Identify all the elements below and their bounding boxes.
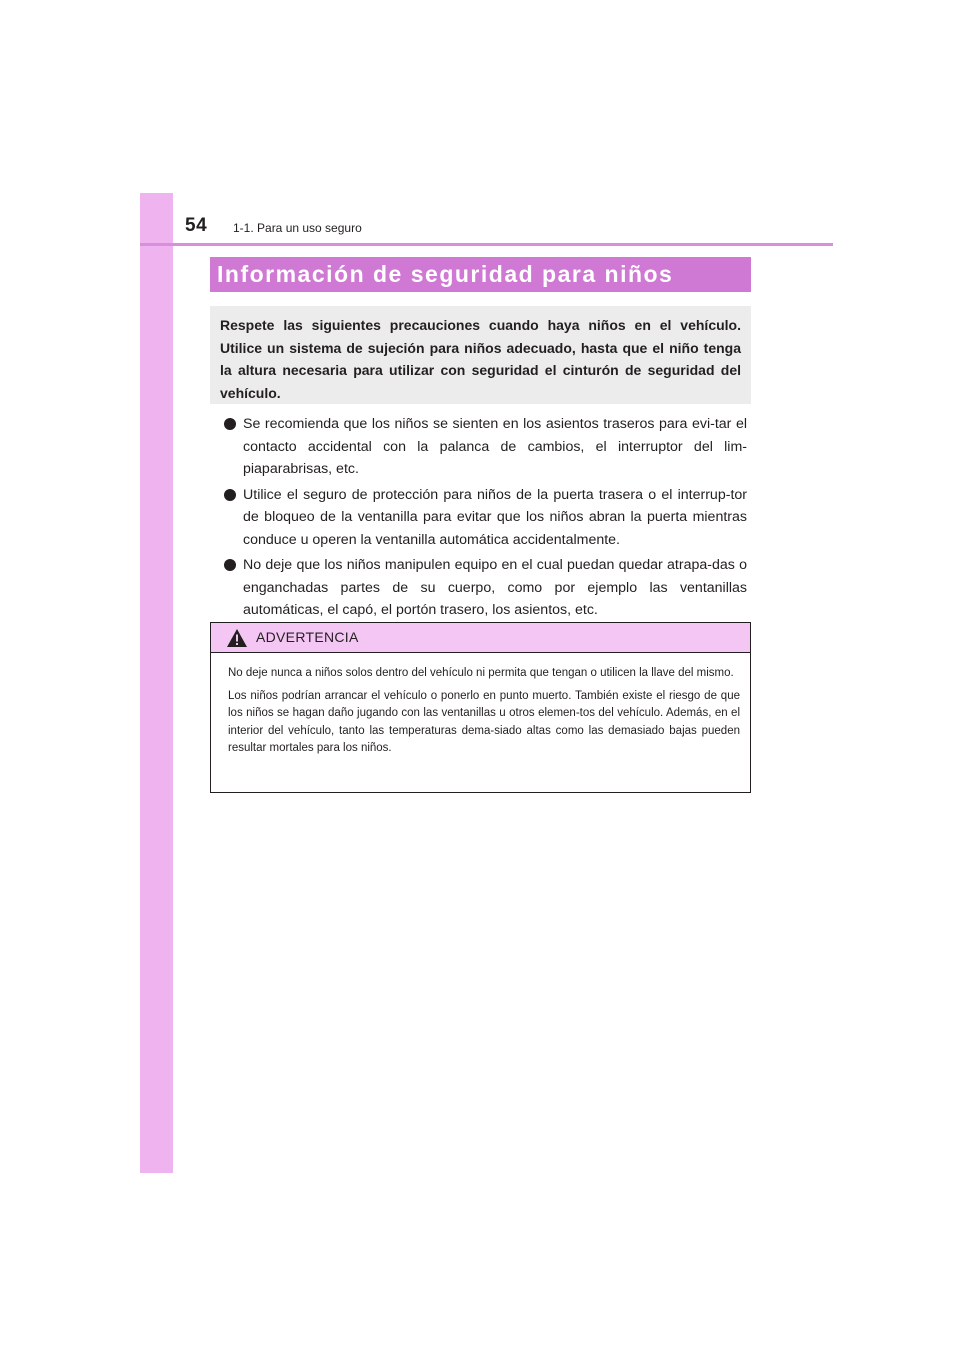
warning-header: [211, 623, 750, 653]
breadcrumb: 1-1. Para un uso seguro: [233, 221, 362, 235]
bullet-dot-icon: [224, 559, 236, 571]
warning-body: [211, 653, 750, 758]
intro-text: Respete las siguientes precauciones cuando haya niños en el vehículo. Utilice un sistema de sujeción para niños adecuado, hasta que el niño tenga la altura necesaria para utilizar con seguridad el cinturón de seguridad del vehículo.: [220, 317, 741, 401]
bullet-dot-icon: [224, 489, 236, 501]
warning-box: [210, 622, 751, 793]
bullet-text: Se recomienda que los niños se sienten en los asientos traseros para evi-tar el contacto accidental con la palanca de cambios, el interruptor del lim-piaparabrisas, etc.: [243, 416, 747, 477]
warning-triangle-icon: [226, 628, 248, 648]
section-title: Información de seguridad para niños: [217, 261, 674, 287]
bullet-item: [224, 554, 747, 622]
page-number: 54: [185, 215, 208, 236]
bullet-item: [224, 413, 747, 481]
side-color-band: [140, 193, 173, 1173]
bullet-list: [224, 413, 747, 625]
warning-paragraph: Los niños podrían arrancar el vehículo o ponerlo en punto muerto. También existe el riesgo de que los niños se hagan daño jugando con las ventanillas u otros elemen-tos del vehículo. Además, en el interior del vehículo, tanto las temperaturas dema-siado altas como las demasiado bajas pueden resultar mortales para los niños.: [228, 689, 740, 754]
bullet-item: [224, 484, 747, 552]
section-title-bar: [210, 257, 751, 292]
bullet-dot-icon: [224, 418, 236, 430]
intro-box: [210, 306, 751, 404]
warning-paragraph: No deje nunca a niños solos dentro del vehículo ni permita que tengan o utilicen la llave del mismo.: [228, 667, 734, 679]
header-divider: [140, 243, 833, 246]
bullet-text: No deje que los niños manipulen equipo en el cual puedan quedar atrapa-das o enganchadas partes de su cuerpo, como por ejemplo las ventanillas automáticas, el capó, el portón trasero, los asientos, etc.: [243, 557, 747, 618]
warning-title: ADVERTENCIA: [256, 629, 359, 645]
bullet-text: Utilice el seguro de protección para niños de la puerta trasera o el interrup-tor de bloqueo de la ventanilla para evitar que los niños abran la puerta mientras conduce u operen la ventanilla automática accidentalmente.: [243, 486, 747, 548]
